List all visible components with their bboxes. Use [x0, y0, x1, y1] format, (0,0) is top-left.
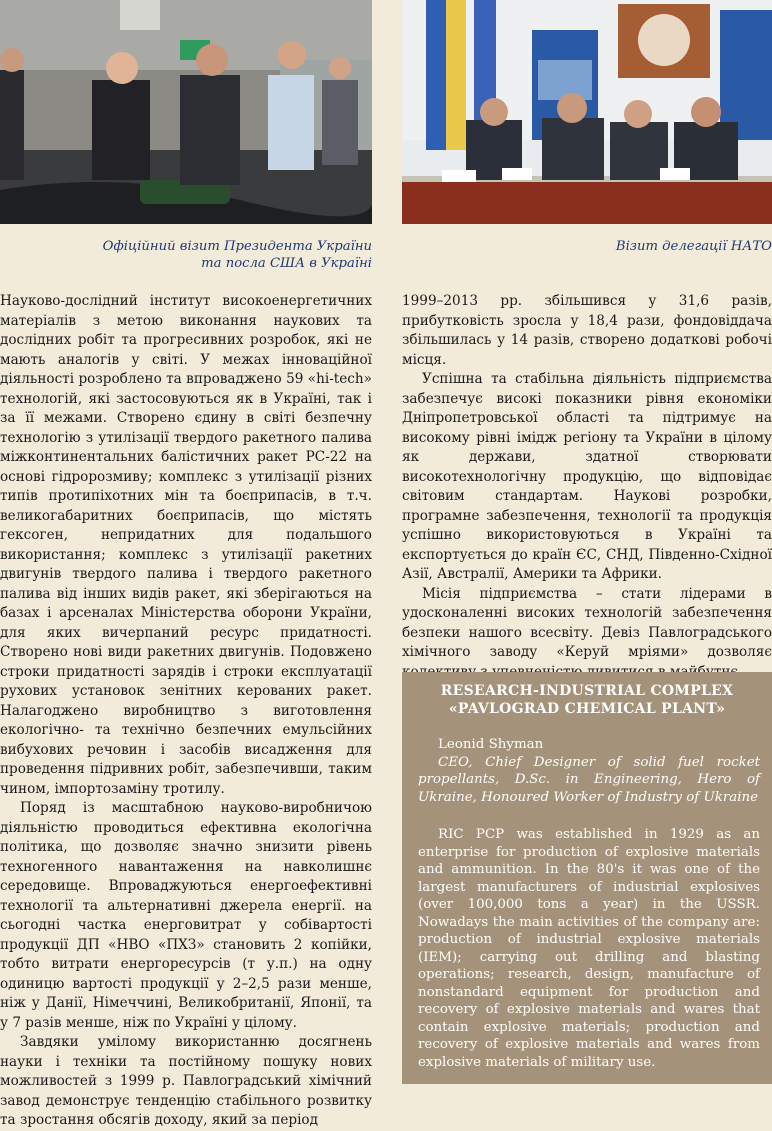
caption-left-line1: Офіційний візит Президента України	[102, 239, 372, 254]
article-column-left	[0, 292, 372, 1128]
profile-author	[418, 736, 760, 806]
caption-official-visit	[0, 238, 372, 272]
paragraph: Місія підприємства – стати лідерами в удосконаленні високих технологій забезпечення безпеки нашого всесвіту. Девіз Павлоградського хімічного заводу «Керуй мріями» дозволяє	[402, 585, 772, 660]
profile-title-line2: «PAVLOGRAD CHEMICAL PLANT»	[448, 701, 726, 717]
paragraph: Завдяки умілому використанню досягнень науки і техніки та постійному пошуку нових можливостей з 1999 р. Павлоградський хімічний завод демонструє тенденцію стабільного розвитку та зростання обсягів доходу, який за період	[0, 1034, 372, 1128]
author-name: Leonid Shyman	[438, 737, 544, 752]
paragraph: Поряд із масштабною науково-виробничою діяльністю проводиться ефективна екологічна політика, що дозволяє значно знизити рівень техногенного навантаження на навколишнє середовище. Впроваджуються енергоефективні технології та альтернативні джерела енергії. на сьогодні частка енерговитрат у собівартості продукції ДП «НВО «ПХЗ» становить 2 копійки, тобто витрати енергоресурсів (т у.п.) на одну одиницю вартості продукції у 2–2,5 рази менше, ніж у Данії, Німеччині, Великобританії, Японії, та у 7 разів менше, ніж по Україні у цілому.	[0, 800, 372, 1031]
photo-official-visit	[0, 0, 372, 224]
caption-nato-delegation: Візит делегації НАТО	[615, 239, 772, 254]
photo-nato-delegation	[402, 0, 772, 224]
profile-title-line1: RESEARCH-INDUSTRIAL COMPLEX	[440, 683, 734, 699]
profile-title	[414, 682, 760, 718]
author-credentials: CEO, Chief Designer of solid fuel rocket propellants, D.Sc. in Engineering, Hero of Ukraine, Honoured Worker of Industry of Ukraine	[418, 754, 760, 805]
caption-left-line2: та посла США в Україні	[201, 256, 372, 271]
company-profile-box	[402, 672, 772, 1084]
paragraph: Науково-дослідний інститут високоенергетичних матеріалів з метою виконання наукових та дослідних робіт та прогресивних розробок, які не мають аналогів у світі. У межах інноваційної діяльності розроблено та впроваджено 59 «hi-tech» технологій, які застосовуються як в Україні, так і за її межами. Створено єдину в світі безпечну технологію з утилізації твердого ракетного палива міжконтинентальних балістичних ракет РС-22 на основі гідророзмиву; комплекс з утилізації різних типів протипіхотних мін та боєприпасів, в т.ч. великогабаритних боєприпасів, що містять гексоген, непридатних для подальшого використання; комплекс з утилізації ракетних двигунів твердого палива і твердого ракетного палива від інших видів ракет, які зберігаються на базах і арсеналах Міністерства оборони України, для яких вичерпаний ресурс придатності. Створено нові види ракетних двигунів. Подовжено строки придатності зарядів і строки експлуатації рухових установок зенітних керованих ракет. Налагоджено виробництво з виготовлення екологічно- та технічно безпечних емульсійних вибухових речовин і засобів висадження для проведення підривних робіт, забезпечивши, таким чином, імпортозаміну тротилу.	[0, 293, 372, 797]
article-column-right	[402, 292, 772, 660]
profile-body: RIC PCP was established in 1929 as an enterprise for production of explosive materials and ammunition. In the 80's it was one of the largest manufacturers of industrial explosives (over 100,000 tons a year) in the USSR. Nowadays the main activities of the company are: production of industrial explosive materials (IEM); carrying out drilling and blasting operations; research, design, manufacture of nonstandard equipment for production and recovery of explosive materials and wares that contain explosive materials; production and recovery of explosive materials and wares from explosive materials of military use.	[418, 827, 760, 1070]
paragraph: Успішна та стабільна діяльність підприємства забезпечує високі показники рівня економіки Дніпропетровської області та підтримує на високому рівні імідж регіону та України в цілому як держави, здатної створювати високотехнологічну продукцію, що відповідає світовим стандартам. Наукові розробки, програмне забезпечення, технології та продукція успішно використовуються в Україні та експортується до країн ЄС, СНД, Південно-Східної Азії, Австралії, Америки та Африки.	[402, 371, 772, 582]
paragraph: 1999–2013 рр. збільшився у 31,6 разів, прибутковість зросла у 18,4 рази, фондовіддача збільшилась у 14 разів, створено додаткові робочі місця.	[402, 293, 772, 368]
